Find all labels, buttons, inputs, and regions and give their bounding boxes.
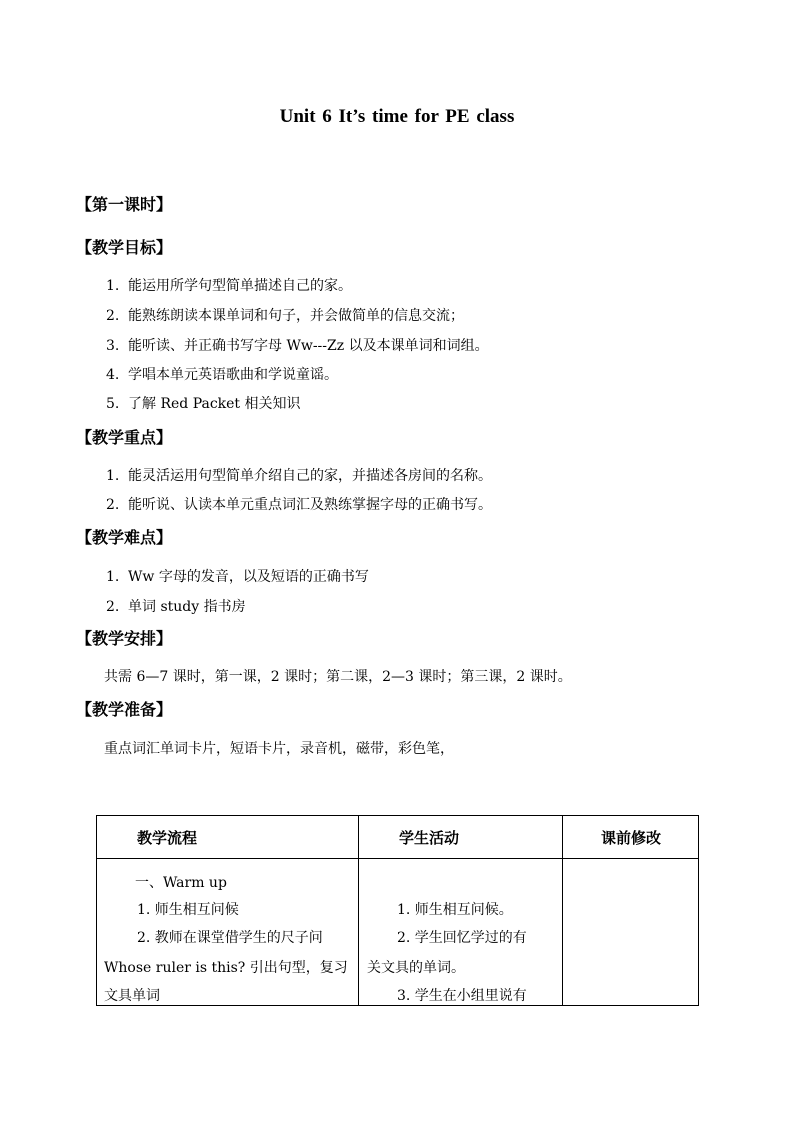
document-title: Unit 6 It’s time for PE class [279, 106, 515, 127]
table-row [97, 859, 699, 1006]
difficulties-heading: 【教学难点】 [76, 528, 173, 547]
cell-line: 2. 学生回忆学过的有 [397, 930, 527, 946]
item-text: 能运用所学句型简单描述自己的家。 [128, 278, 352, 294]
objective-item [106, 393, 301, 413]
item-text: Ww 字母的发音，以及短语的正确书写 [128, 569, 369, 585]
cell-line: 1. 师生相互问候 [137, 902, 239, 918]
teaching-process-table [96, 815, 699, 1006]
item-number: 2. [106, 497, 120, 513]
preparation-heading: 【教学准备】 [76, 700, 173, 719]
item-number: 4. [106, 367, 120, 383]
student-activity-cell [359, 859, 563, 1006]
item-text: 能听说、认读本单元重点词汇及熟练掌握字母的正确书写。 [128, 497, 492, 513]
difficulty-item [106, 596, 246, 616]
item-number: 1. [106, 468, 120, 484]
objective-item [106, 305, 464, 325]
cell-line: 3. 学生在小组里说有 [397, 988, 527, 1004]
item-text: 能熟练朗读本课单词和句子，并会做简单的信息交流； [128, 308, 464, 324]
objective-item [106, 335, 489, 355]
schedule-text: 共需 6—7 课时，第一课，2 课时；第二课，2—3 课时；第三课，2 课时。 [104, 669, 572, 685]
lesson-heading: 【第一课时】 [76, 195, 173, 214]
header-pre-class-revision: 课前修改 [563, 816, 699, 859]
key-point-item [106, 494, 492, 514]
item-text: 能灵活运用句型简单介绍自己的家，并描述各房间的名称。 [128, 468, 492, 484]
key-points-heading: 【教学重点】 [76, 428, 173, 447]
header-student-activity: 学生活动 [359, 816, 563, 859]
preparation-text: 重点词汇单词卡片，短语卡片，录音机，磁带，彩色笔， [104, 741, 454, 757]
cell-line: 2. 教师在课堂借学生的尺子问 [137, 930, 323, 946]
key-point-item [106, 465, 492, 485]
objective-item [106, 275, 352, 295]
item-text: 单词 study 指书房 [128, 599, 246, 615]
objectives-heading: 【教学目标】 [76, 238, 173, 257]
item-number: 2. [106, 308, 120, 324]
item-text: 学唱本单元英语歌曲和学说童谣。 [128, 367, 338, 383]
item-number: 2. [106, 599, 120, 615]
table-header-row [97, 816, 699, 859]
item-number: 3. [106, 338, 120, 354]
item-text: 能听读、并正确书写字母 Ww---Zz 以及本课单词和词组。 [128, 338, 489, 354]
cell-line: 1. 师生相互问候。 [397, 902, 513, 918]
cell-line: 文具单词 [104, 988, 160, 1004]
header-teaching-process: 教学流程 [97, 816, 359, 859]
schedule-heading: 【教学安排】 [76, 629, 173, 648]
cell-line: Whose ruler is this? 引出句型，复习 [104, 960, 348, 976]
cell-line: 一、Warm up [135, 875, 227, 891]
pre-class-revision-cell [563, 859, 699, 1006]
difficulty-item [106, 566, 369, 586]
teaching-process-cell [97, 859, 359, 1006]
item-text: 了解 Red Packet 相关知识 [128, 396, 301, 412]
item-number: 1. [106, 569, 120, 585]
item-number: 5. [106, 396, 120, 412]
cell-line: 关文具的单词。 [367, 960, 465, 976]
item-number: 1. [106, 278, 120, 294]
objective-item [106, 364, 338, 384]
